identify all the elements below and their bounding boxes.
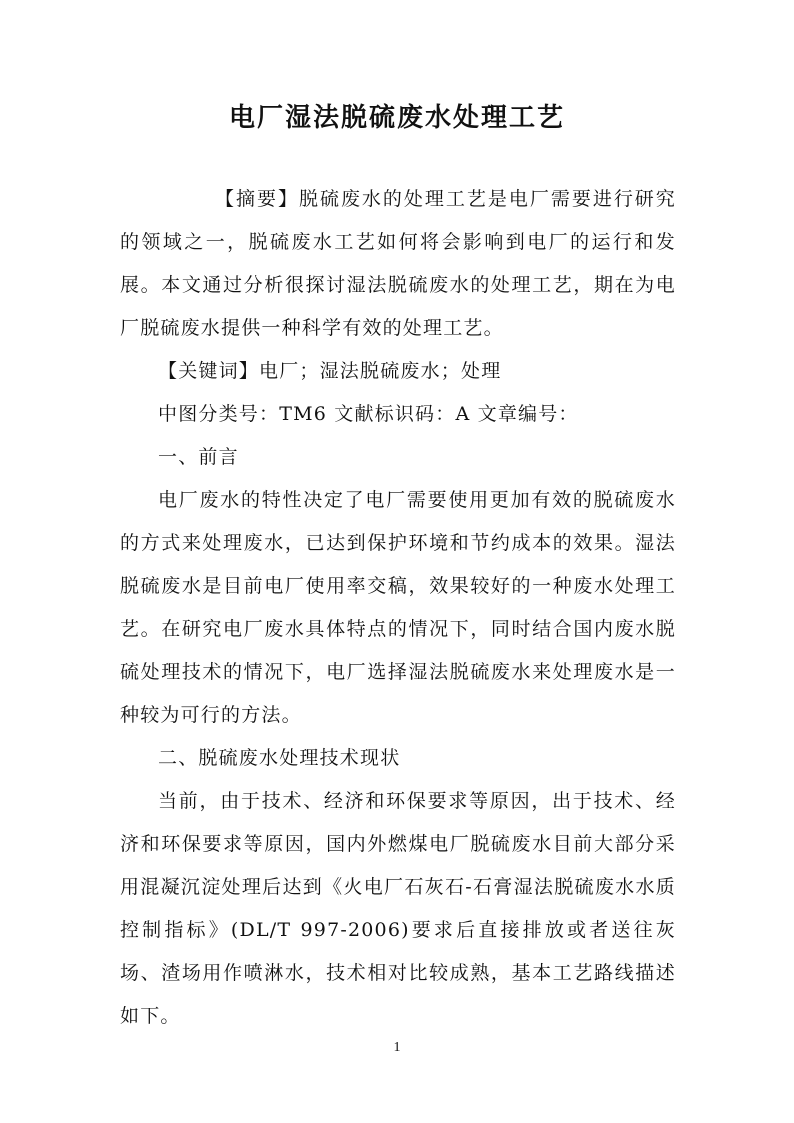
introduction-paragraph: 电厂废水的特性决定了电厂需要使用更加有效的脱硫废水的方式来处理废水，已达到保护环境和节约成本的效果。湿法脱硫废水是目前电厂使用率交稿，效果较好的一种废水处理工艺。在研究电厂废水具体特点的情况下，同时结合国内废水脱硫处理技术的情况下，电厂选择湿法脱硫废水来处理废水是一种较为可行的方法。	[120, 489, 676, 726]
classification-paragraph: 中图分类号：TM6 文献标识码：A 文章编号：	[158, 403, 579, 425]
document-title: 电厂湿法脱硫废水处理工艺	[228, 103, 565, 133]
document-body	[120, 178, 676, 1038]
keywords-paragraph: 【关键词】电厂；湿法脱硫废水；处理	[158, 360, 502, 382]
status-paragraph: 当前，由于技术、经济和环保要求等原因，出于技术、经济和环保要求等原因，国内外燃煤电厂脱硫废水目前大部分采用混凝沉淀处理后达到《火电厂石灰石-石膏湿法脱硫废水水质控制指标》(DL/T 997-2006)要求后直接排放或者送往灰场、渣场用作喷淋水，技术相对比较成熟，基本工艺路线描述如下。	[120, 790, 676, 1027]
abstract-paragraph: 【摘要】脱硫废水的处理工艺是电厂需要进行研究的领域之一，脱硫废水工艺如何将会影响到电厂的运行和发展。本文通过分析很探讨湿法脱硫废水的处理工艺，期在为电厂脱硫废水提供一种科学有效的处理工艺。	[120, 188, 676, 339]
page-number: 1	[393, 1040, 401, 1055]
section-heading-status: 二、脱硫废水处理技术现状	[158, 747, 401, 769]
section-heading-introduction: 一、前言	[158, 446, 239, 468]
